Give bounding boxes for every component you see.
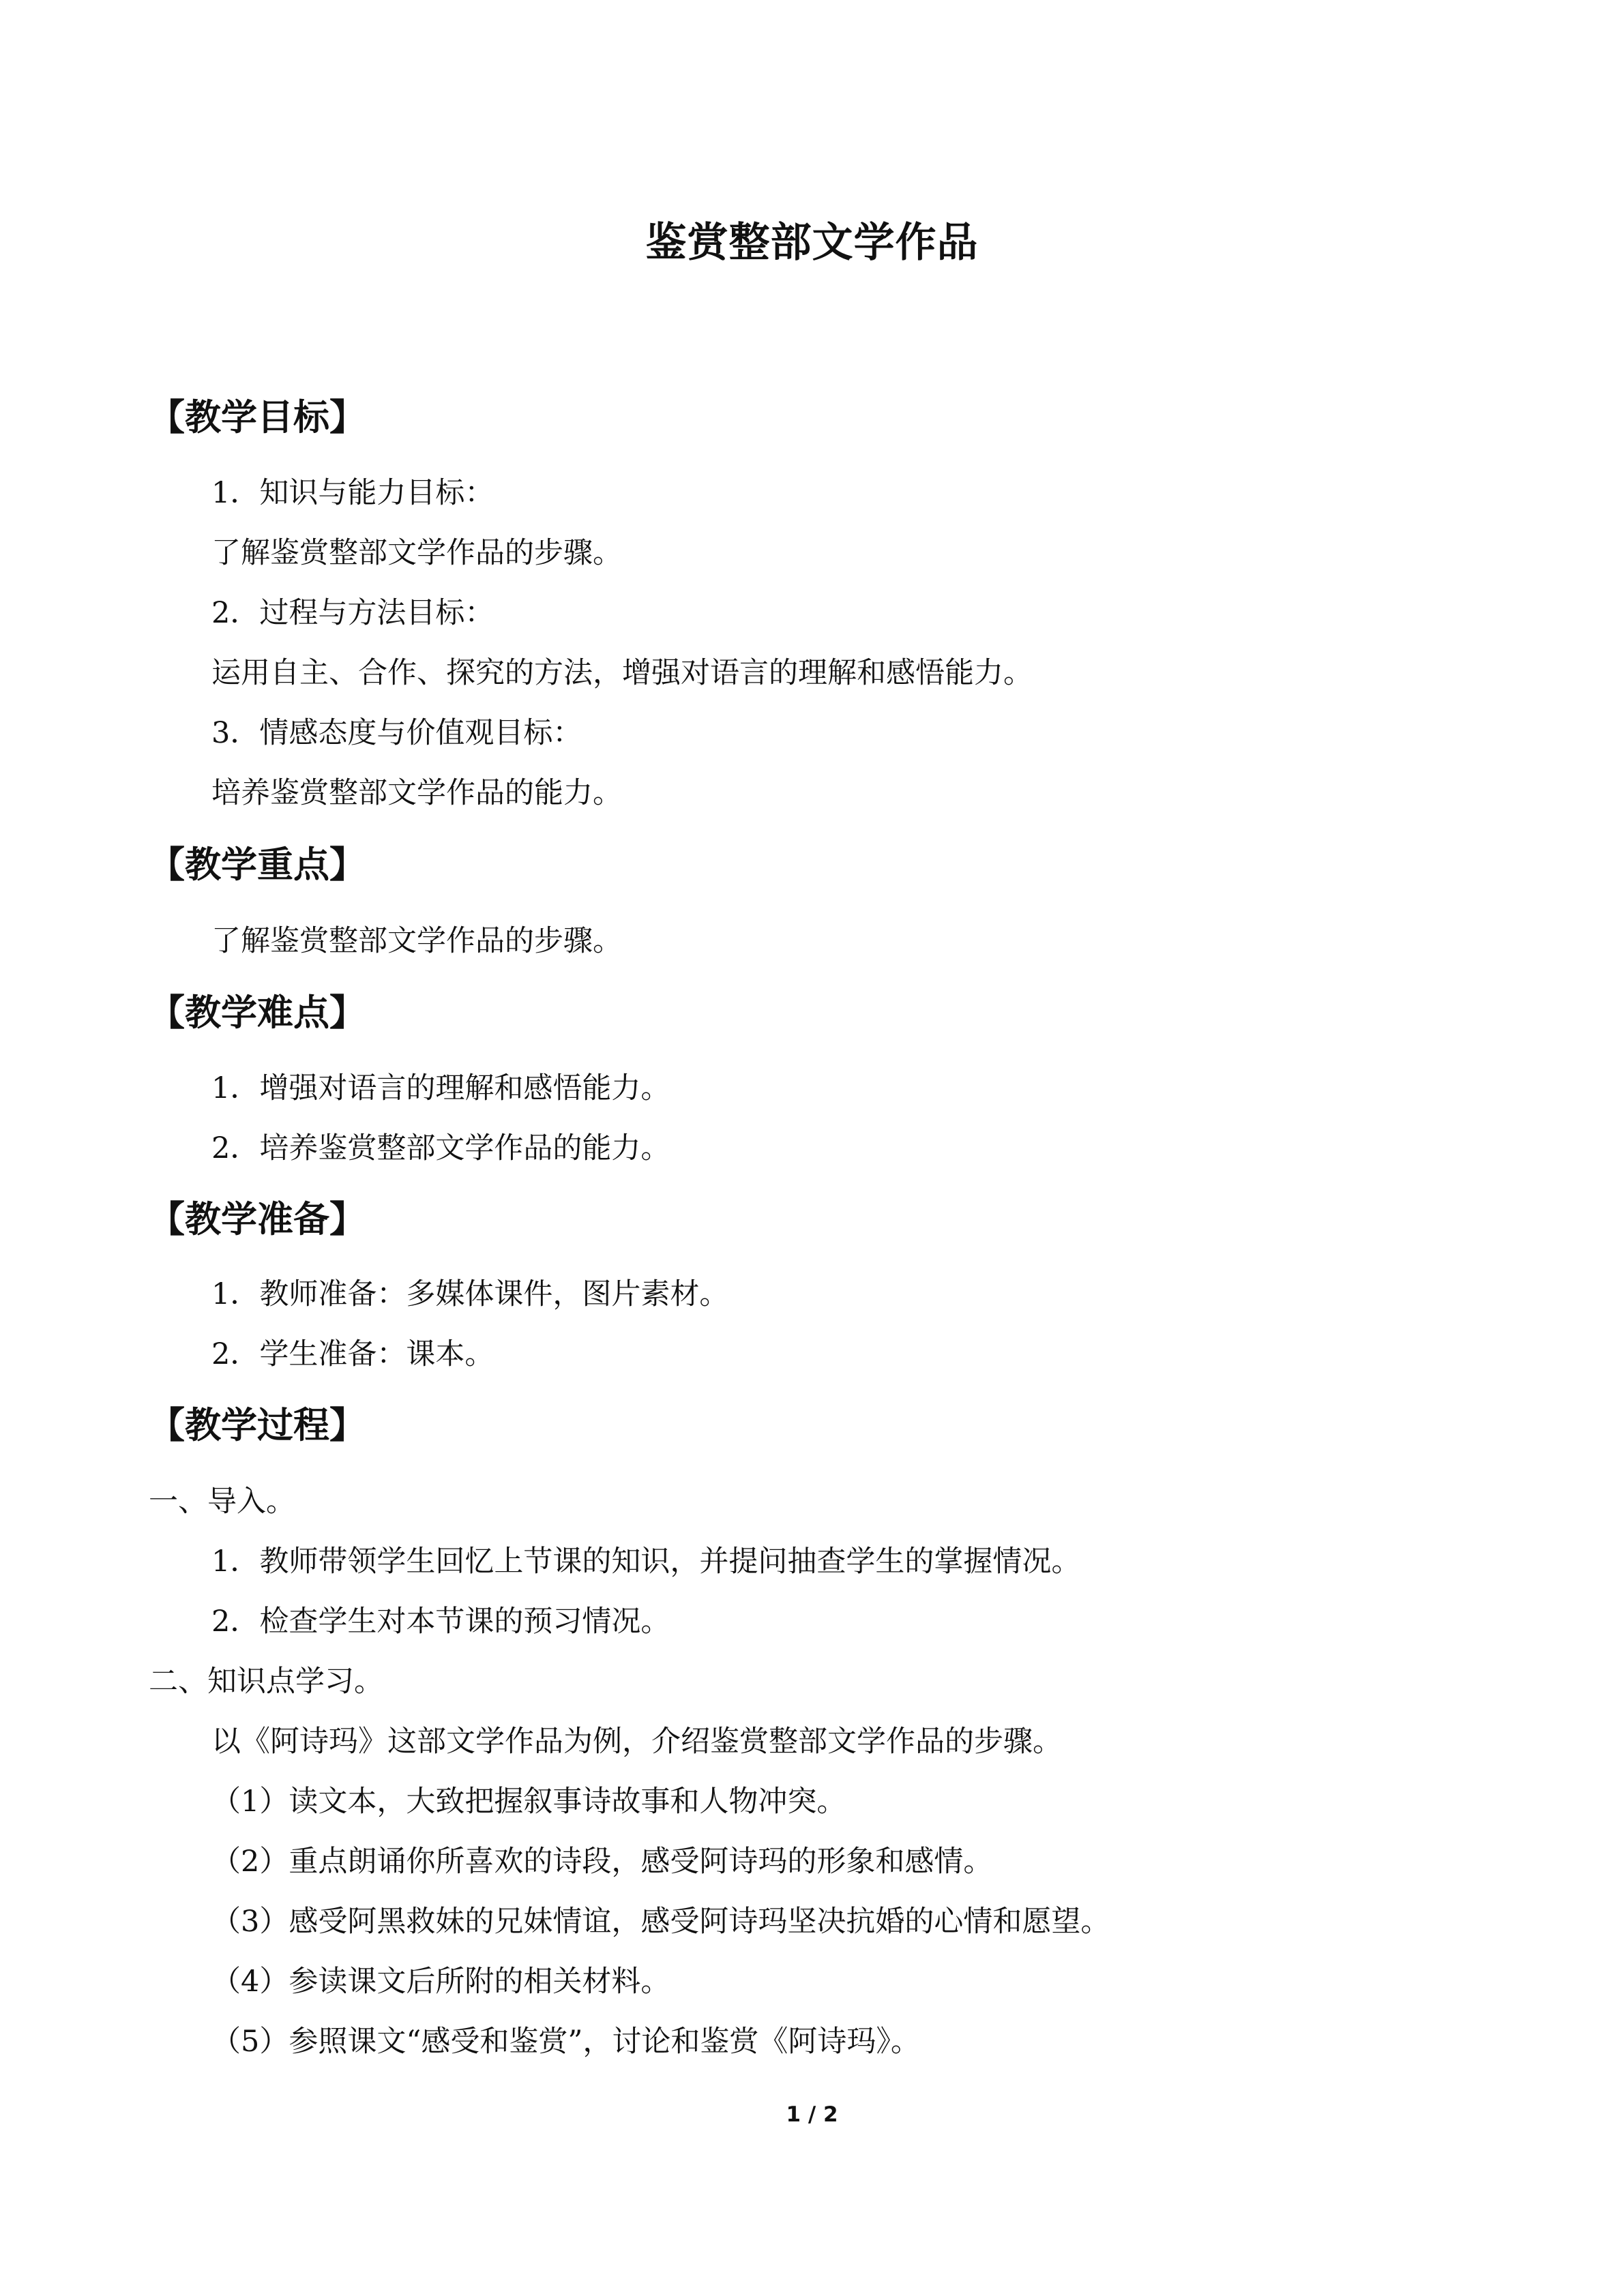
preparation-line: 1．教师准备：多媒体课件，图片素材。 <box>211 1277 729 1311</box>
process-part-title: 二、知识点学习。 <box>149 1665 383 1699</box>
section-heading-process: 【教学过程】 <box>149 1404 366 1446</box>
process-step: （2）重点朗诵你所喜欢的诗段，感受阿诗玛的形象和感情。 <box>211 1845 993 1879</box>
section-heading-preparation: 【教学准备】 <box>149 1198 366 1240</box>
process-line: 2．检查学生对本节课的预习情况。 <box>211 1605 670 1639</box>
process-line: 1．教师带领学生回忆上节课的知识，并提问抽查学生的掌握情况。 <box>211 1545 1081 1579</box>
objective-line: 培养鉴赏整部文学作品的能力。 <box>211 776 622 810</box>
objective-line: 3．情感态度与价值观目标： <box>211 716 582 750</box>
section-heading-objectives: 【教学目标】 <box>149 396 366 438</box>
objective-line: 运用自主、合作、探究的方法，增强对语言的理解和感悟能力。 <box>211 656 1033 690</box>
section-heading-key-points: 【教学重点】 <box>149 844 366 886</box>
process-step: （3）感受阿黑救妹的兄妹情谊，感受阿诗玛坚决抗婚的心情和愿望。 <box>211 1905 1110 1939</box>
objective-line: 2．过程与方法目标： <box>211 596 494 630</box>
page-number: 1 / 2 <box>786 2102 838 2127</box>
objective-line: 了解鉴赏整部文学作品的步骤。 <box>211 536 622 570</box>
preparation-line: 2．学生准备：课本。 <box>211 1337 494 1371</box>
objective-line: 1．知识与能力目标： <box>211 476 494 510</box>
process-intro: 以《阿诗玛》这部文学作品为例，介绍鉴赏整部文学作品的步骤。 <box>211 1725 1062 1759</box>
section-heading-difficulties: 【教学难点】 <box>149 992 366 1034</box>
process-step: （4）参读课文后所附的相关材料。 <box>211 1965 670 1999</box>
key-point-line: 了解鉴赏整部文学作品的步骤。 <box>211 924 622 958</box>
process-step: （5）参照课文“感受和鉴赏”，讨论和鉴赏《阿诗玛》。 <box>211 2025 920 2059</box>
document-title: 鉴赏整部文学作品 <box>645 219 979 267</box>
difficulty-line: 1．增强对语言的理解和感悟能力。 <box>211 1071 670 1105</box>
difficulty-line: 2．培养鉴赏整部文学作品的能力。 <box>211 1131 670 1165</box>
process-part-title: 一、导入。 <box>149 1485 295 1519</box>
process-step: （1）读文本，大致把握叙事诗故事和人物冲突。 <box>211 1785 846 1819</box>
